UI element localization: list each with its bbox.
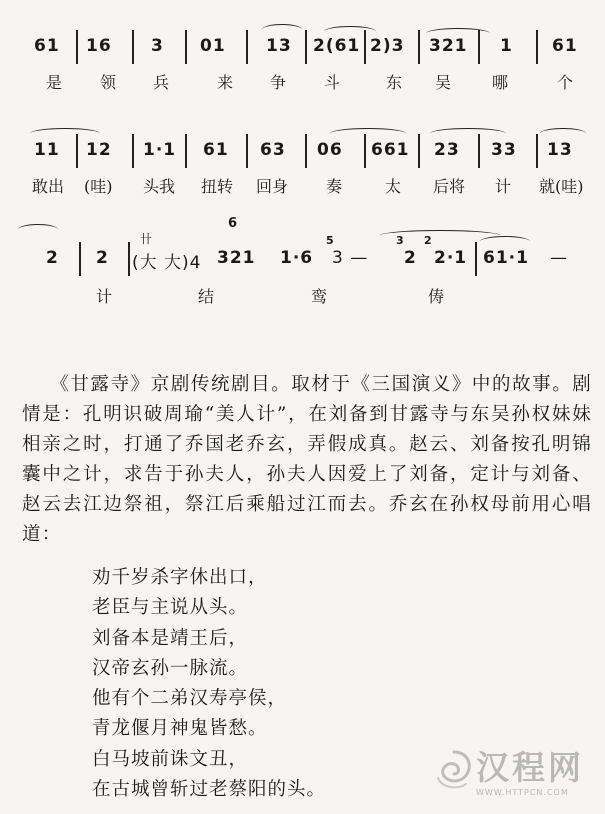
notes-row — [30, 136, 590, 166]
lyric: 领 — [100, 73, 117, 92]
note: 61·1 — [483, 248, 529, 268]
slur-arc — [540, 128, 586, 139]
verse-line: 汉帝玄孙一脉流。 — [92, 657, 249, 679]
note: 5 — [326, 234, 335, 247]
lyric: (哇) — [84, 177, 113, 196]
note: 2 — [96, 248, 109, 268]
bar-line — [76, 134, 78, 168]
notes-row — [30, 32, 590, 62]
swirl-logo-icon — [432, 748, 476, 792]
bar-line — [185, 134, 187, 168]
slur-arc — [30, 128, 100, 139]
lyric: 结 — [198, 287, 215, 306]
note: 01 — [200, 36, 226, 56]
slur-arc — [18, 224, 58, 235]
note: 63 — [260, 140, 286, 160]
lyric: 太 — [385, 177, 402, 196]
paragraph-text: 《甘露寺》京剧传统剧目。取材于《三国演义》中的故事。剧情是：孔明识破周瑜“美人计”，在刘备到甘露寺与东吴孙权妹妹相亲之时，打通了乔国老乔玄，弄假成真。赵云、刘备按孔明锦囊中之计，求告于孙夫人，孙夫人因爱上了刘备，定计与刘备、赵云去江边祭祖，祭江后乘船过江而去。乔玄在孙权母前用心唱道： — [22, 374, 592, 545]
note: 12 — [86, 140, 112, 160]
bar-line — [305, 134, 307, 168]
lyric: 东 — [386, 73, 403, 92]
notes-row — [30, 216, 590, 274]
bar-line — [418, 134, 420, 168]
bar-line — [132, 30, 134, 64]
bar-line — [536, 134, 538, 168]
bar-line — [128, 242, 130, 276]
lyric: 哪 — [492, 73, 509, 92]
watermark-brand: 汉程网 — [476, 748, 584, 787]
lyric: 回身 — [256, 177, 289, 196]
note: 1 — [500, 36, 513, 56]
lyric: 敢出 — [32, 177, 65, 196]
bar-line — [478, 134, 480, 168]
bar-line — [364, 134, 366, 168]
note: 卄 — [140, 232, 154, 246]
verse-line: 他有个二弟汉寿亭侯， — [92, 688, 288, 710]
lyric: 鸾 — [311, 287, 328, 306]
note: 3 — [151, 36, 164, 56]
verse-line: 青龙偃月神鬼皆愁。 — [92, 718, 268, 740]
bar-line — [246, 30, 248, 64]
note: 2(61 — [313, 36, 361, 56]
lyric: 头我 — [143, 177, 176, 196]
note: 321 — [217, 248, 256, 268]
note: 16 — [86, 36, 112, 56]
note: 2·1 — [434, 248, 468, 268]
bar-line — [185, 30, 187, 64]
slur-arc — [426, 28, 490, 39]
watermark-url: WWW.HTTPCN.COM — [476, 788, 569, 797]
lyric: 是 — [46, 73, 63, 92]
lyric: 个 — [557, 73, 574, 92]
note: 23 — [434, 140, 460, 160]
lyrics-row — [30, 284, 590, 306]
note: 2 — [46, 248, 59, 268]
note: — — [550, 248, 568, 268]
lyric: 斗 — [324, 73, 341, 92]
note: 13 — [266, 36, 292, 56]
lyrics-row — [30, 174, 590, 196]
bar-line — [418, 30, 420, 64]
lyric: 吴 — [435, 73, 452, 92]
slur-arc — [330, 128, 406, 139]
note: 1·1 — [143, 140, 177, 160]
lyric: 计 — [495, 177, 512, 196]
lyric: 奏 — [326, 177, 343, 196]
note: (大 大)4 — [132, 253, 202, 273]
slur-arc — [324, 26, 376, 37]
slur-arc — [430, 128, 506, 139]
bar-line — [79, 242, 81, 276]
bar-line — [76, 30, 78, 64]
lyric: 俦 — [428, 287, 445, 306]
note: 11 — [34, 140, 60, 160]
bar-line — [475, 242, 477, 276]
note: 661 — [371, 140, 410, 160]
note: 61 — [34, 36, 60, 56]
bar-line — [132, 134, 134, 168]
verse-line: 白马坡前诛文丑， — [92, 748, 249, 770]
lyric: 兵 — [153, 73, 170, 92]
lyric: 来 — [217, 73, 234, 92]
note: 13 — [547, 140, 573, 160]
verse-line: 劝千岁杀字休出口， — [92, 567, 268, 588]
bar-line — [305, 30, 307, 64]
bar-line — [536, 30, 538, 64]
lyric: 就(哇) — [539, 177, 584, 196]
note: 2 — [424, 234, 433, 247]
note: 61 — [552, 36, 578, 56]
verse-line: 刘备本是靖王后， — [92, 627, 249, 649]
slur-arc — [262, 24, 302, 35]
lyric: 后将 — [433, 177, 466, 196]
verse-line: 老臣与主说从头。 — [92, 597, 249, 619]
note: 321 — [429, 36, 468, 56]
note: 3 — [396, 234, 405, 247]
note: 61 — [203, 140, 229, 160]
lyrics-row — [30, 70, 590, 92]
site-watermark — [432, 746, 602, 808]
note: 2)3 — [370, 36, 405, 56]
note: 06 — [317, 140, 343, 160]
note: 2 — [404, 248, 417, 268]
note: 3 — — [332, 248, 369, 268]
lyric: 扭转 — [201, 177, 234, 196]
bar-line — [246, 134, 248, 168]
note: 33 — [491, 140, 517, 160]
note: 1·6 — [280, 248, 314, 268]
note: 6 — [228, 216, 239, 231]
lyric: 计 — [96, 287, 113, 306]
slur-arc — [480, 236, 530, 247]
verse-line: 在古城曾斩过老蔡阳的头。 — [92, 779, 327, 801]
lyric: 争 — [270, 73, 287, 92]
description-paragraph — [22, 370, 592, 550]
